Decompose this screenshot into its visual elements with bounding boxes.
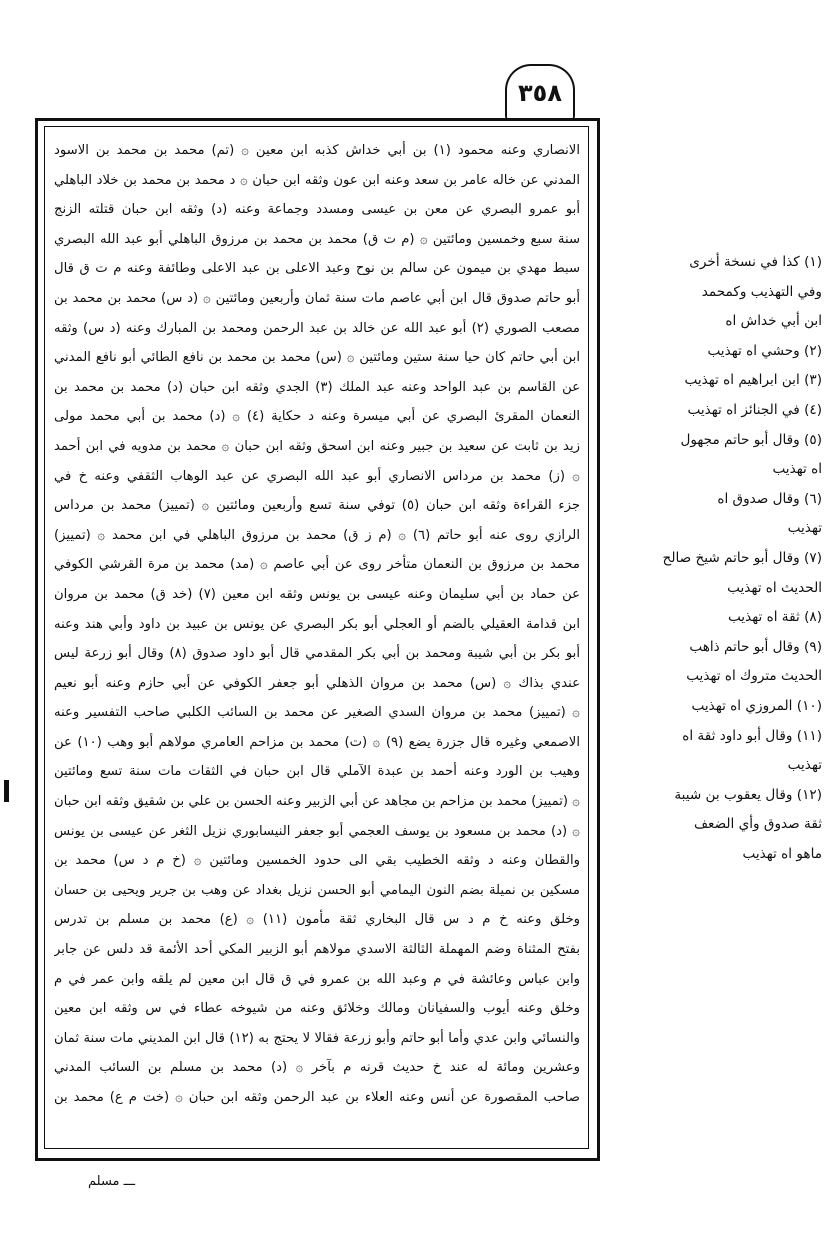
margin-note-line: (٧) وقال أبو حاتم شيخ صالح (662, 549, 822, 566)
main-text-line: بفتح المثناة وضم المهملة الثالثة الاسدي مولاهم أبو الزبير المكي أحد الأئمة قد دلس عن جابر (54, 942, 580, 958)
main-text-line: ۞ (د) محمد بن مسعود بن يوسف العجمي أبو جعفر النيسابوري نزيل الثغر عن عيسى بن يونس (54, 823, 580, 839)
margin-note-line: ثقة صدوق وأي الضعف (693, 816, 822, 833)
main-text-line: الانصاري وعنه محمود (١) بن أبي خداش كذبه ابن معين ۞ (تم) محمد بن محمد بن الاسود (54, 143, 580, 158)
main-text-line: عن القاسم بن عبد الواحد وعنه عبد الملك (٣) الجدي وثقه ابن حبان (د) محمد بن محمد بن (54, 379, 580, 395)
margin-note-line: (١٠) المروزي اه تهذيب (691, 697, 822, 714)
margin-note-line: ابن أبي خداش اه (725, 313, 822, 330)
margin-note-line: ماهو اه تهذيب (742, 845, 822, 862)
page-number: ٣٥٨ (518, 79, 562, 107)
margin-note-line: اه تهذيب (772, 461, 822, 478)
main-text-line: وهيب بن الورد وعنه أحمد بن عبدة الآملي قال ابن حبان في الثقات مات سنة تسع ومائتين (54, 764, 580, 780)
main-text-line: جزء القراءة وثقه ابن حبان (٥) توفي سنة تسع وأربعين ومائتين ۞ (تمييز) محمد بن مرداس (54, 498, 580, 514)
margin-note-line: (٢) وحشي اه تهذيب (707, 342, 822, 359)
page-number-box (505, 64, 575, 120)
margin-note-line: تهذيب (787, 757, 822, 774)
main-text-line: الرازي روى عنه أبو حاتم (٦) ۞ (م ز ق) محمد بن مرزوق الباهلي في ابن محمد ۞ (تمييز) (54, 527, 580, 543)
margin-notes (604, 248, 822, 888)
margin-note-line: (١١) وقال أبو داود ثقة اه (682, 727, 822, 744)
margin-note-line: الحديث اه تهذيب (727, 579, 822, 596)
main-text-line: مصعب الصوري (٢) أبو عبد الله عن خالد بن عبد الرحمن ومحمد بن المبارك وعنه (د س) وثقه (54, 320, 580, 336)
main-text-line: سنة سبع وخمسين ومائتين ۞ (م ت ق) محمد بن محمد بن مرزوق الباهلي أبو عبد الله البصري (54, 231, 580, 247)
main-text-line: المدني عن خاله عامر بن سعد وعنه ابن عون وثقه ابن حبان ۞ د محمد بن محمد بن خلاد الباهلي (54, 172, 580, 188)
main-text-line: ابن قدامة العقيلي بالضم أو العجلي أبو بكر البصري عن يونس بن عبيد بن داود وأبي هند وعنه (54, 616, 580, 632)
main-text-line: وعشرين ومائة له عند خ حديث قرنه م بآخر ۞ (د) محمد بن مسلم بن السائب المدني (54, 1060, 580, 1076)
main-text-line: صاحب المقصورة عن أنس وعنه العلاء بن عبد الرحمن وثقه ابن حبان ۞ (خت م ع) محمد بن (54, 1090, 580, 1105)
catchword: ـــ مسلم (88, 1174, 136, 1189)
main-text-line: ۞ (تمييز) محمد بن مروان السدي الصغير عن محمد بن السائب الكلبي صاحب التفسير وعنه (54, 705, 580, 721)
main-text-line: مسكين بن نميلة بضم النون اليمامي أبو الحسن نزيل بغداد عن وهب بن جرير ويحيى بن حسان (54, 882, 580, 898)
margin-note-line: (٥) وقال أبو حاتم مجهول (680, 431, 822, 448)
margin-note-line: (١) كذا في نسخة أخرى (689, 254, 822, 270)
margin-note-line: (١٢) وقال يعقوب بن شيبة (674, 786, 822, 803)
margin-note-line: (٤) في الجنائز اه تهذيب (687, 401, 822, 418)
left-edge-mark (4, 780, 9, 802)
margin-note-line: (٨) ثقة اه تهذيب (727, 609, 822, 626)
margin-note-line: (٦) وقال صدوق اه (717, 490, 822, 507)
main-text-line: أبو عمرو البصري عن معن بن عيسى ومسدد وجماعة وعنه (د) وثقه ابن حبان قتلته الزنج (54, 202, 580, 218)
main-text-line: محمد بن مرزوق بن النعمان متأخر روى عن أبي عاصم ۞ (مد) محمد بن مرة القرشي الكوفي (54, 557, 580, 573)
main-text-line: عندي بذاك ۞ (س) محمد بن مروان الذهلي أبو جعفر الكوفي عن أبي حازم وعنه أبو نعيم (54, 675, 580, 691)
main-text-line: ۞ (تمييز) محمد بن مزاحم بن مجاهد عن أبي الزبير وعنه الحسن بن علي بن شقيق وثقه ابن حبان (54, 794, 580, 810)
margin-note-line: تهذيب (787, 520, 822, 537)
main-text-line: ابن أبي حاتم كان حيا سنة ستين ومائتين ۞ (س) محمد بن محمد بن نافع الطائي أبو نافع المدني (54, 350, 580, 366)
main-text-line: ۞ (ز) محمد بن مرداس الانصاري أبو عبد الله البصري عن عبد الوهاب الثقفي وعنه خ في (54, 468, 580, 484)
main-text-line: زيد بن ثابت عن سعيد بن جبير وعنه ابن اسحق وثقه ابن حبان ۞ محمد بن مدويه في ابن أحمد (54, 438, 580, 454)
main-text-line: سبط مهدي بن ميمون عن سالم بن نوح وعبد الاعلى بن عبد الاعلى وطائفة وعنه م ت ق قال (54, 261, 580, 277)
main-text-line: والنسائي وابن عدي وأما أبو حاتم وأبو زرعة فقالا لا يحتج به (١٢) قال ابن المديني مات سنة ثمان (54, 1030, 580, 1046)
main-text-line: الاصمعي وغيره قال جزرة يضع (٩) ۞ (ت) محمد بن مزاحم العامري مولاهم أبو وهب (١٠) عن (54, 734, 580, 750)
main-text-line: أبو حاتم صدوق قال ابن أبي عاصم مات سنة ثمان وأربعين ومائتين ۞ (د س) محمد بن محمد بن (54, 290, 580, 306)
main-text-line: وخلق وعنه خ م د س قال البخاري ثقة مأمون (١١) ۞ (ع) محمد بن مسلم بن تدرس (54, 912, 580, 928)
main-text-line: عن حماد بن أبي سليمان وعنه عيسى بن يونس وثقه ابن معين (٧) (خد ق) محمد بن مروان (54, 586, 580, 602)
main-text-block (54, 136, 580, 1141)
main-text-line: وخلق وعنه أيوب والسفيانان ومالك وخلائق وعنه من شيوخه عطاء في س وثقه ابن معين (54, 1001, 580, 1017)
main-text-line: وابن عباس وعائشة في م وعبد الله بن عمرو في ق قال ابن معين لم يلقه وابن عمر في م (54, 971, 580, 987)
margin-note-line: (٩) وقال أبو حاتم ذاهب (689, 638, 822, 655)
margin-note-line: وفي التهذيب وكمحمد (701, 283, 822, 300)
main-text-line: النعمان المقرئ البصري عن أبي ميسرة وعنه د حكاية (٤) ۞ (د) محمد بن أبي محمد مولى (54, 409, 580, 425)
margin-note-line: الحديث متروك اه تهذيب (686, 668, 822, 685)
main-text-line: والقطان وعنه د وثقه الخطيب بقي الى حدود الخمسين ومائتين ۞ (خ م د س) محمد بن (54, 853, 580, 869)
margin-note-line: (٣) ابن ابراهيم اه تهذيب (684, 372, 822, 389)
main-text-line: أبو بكر بن أبي شيبة ومحمد بن أبي بكر المقدمي قال أبو داود صدوق (٨) وقال أبو زرعة ليس (54, 646, 580, 662)
